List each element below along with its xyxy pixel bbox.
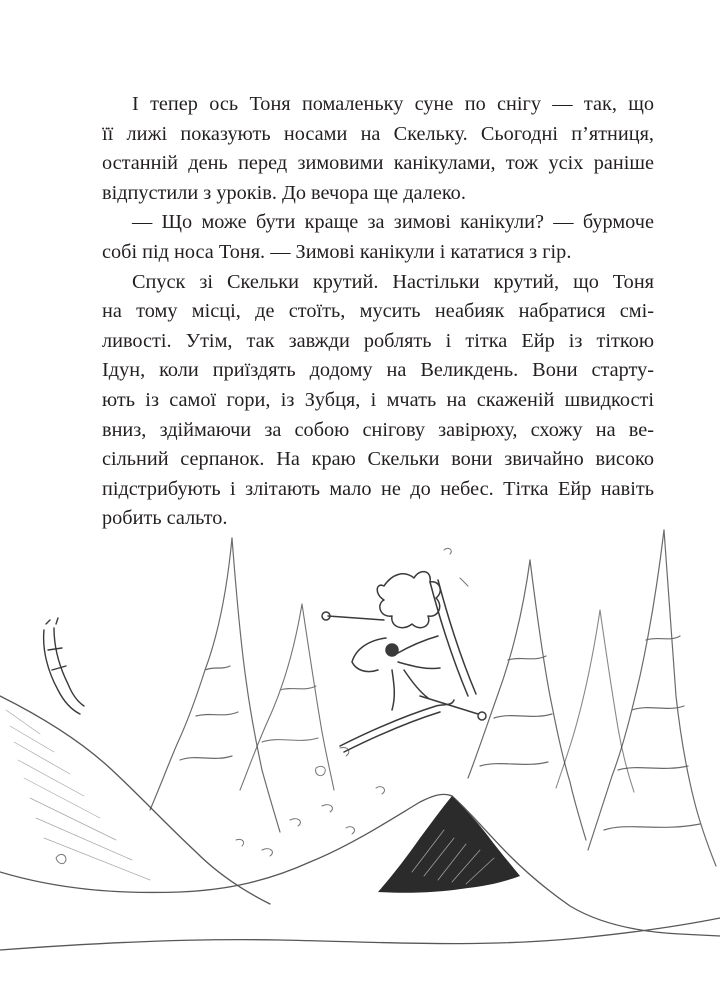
slope-shading bbox=[6, 710, 150, 880]
text-line: її лижі показують носами на Скельку. Сьогодні п’ятниця, bbox=[102, 122, 654, 145]
text-line: собі під носа Тоня. — Зимові канікули і кататися з гір. bbox=[102, 240, 572, 263]
snow-slope bbox=[0, 696, 720, 950]
text-line: ють із самої гори, із Зубця, і мчать на скаженій швидкості bbox=[102, 388, 654, 411]
snow-marks bbox=[56, 548, 468, 863]
text-line: робить сальто. bbox=[102, 507, 228, 530]
text-line: Спуск зі Скельки крутий. Настільки крутий, що Тоня bbox=[132, 270, 654, 293]
fir-tree bbox=[150, 538, 280, 832]
text-line: вниз, здіймаючи за собою снігову завірюху, схожу на ве- bbox=[102, 418, 654, 441]
text-line: І тепер ось Тоня помаленьку суне по снігу — так, що bbox=[132, 93, 654, 115]
paragraph-2 bbox=[102, 208, 654, 267]
paragraph-1 bbox=[102, 90, 654, 208]
fir-tree bbox=[588, 530, 716, 866]
text-line: останній день перед зимовими канікулами, тож усіх раніше bbox=[102, 152, 654, 175]
text-line: сільний серпанок. На краю Скельки вони звичайно високо bbox=[102, 448, 654, 471]
scarf bbox=[44, 618, 84, 714]
skier bbox=[322, 572, 486, 752]
ski-illustration bbox=[0, 520, 720, 1000]
text-line: на тому місці, де стоїть, мусить неабияк набратися смі- bbox=[102, 300, 654, 323]
snow-spray bbox=[236, 748, 384, 856]
fir-tree bbox=[240, 604, 334, 790]
fir-tree bbox=[556, 610, 634, 792]
story-text bbox=[102, 90, 654, 534]
paragraph-3 bbox=[102, 268, 654, 534]
fir-tree bbox=[468, 560, 586, 840]
text-line: — Що може бути краще за зимові канікули? — бурмоче bbox=[132, 211, 654, 234]
text-line: підстрибують і злітають мало не до небес. Тітка Ейр навіть bbox=[102, 477, 654, 500]
text-line: ливості. Утім, так завжди роблять і тітка Ейр із тіткою bbox=[102, 329, 654, 352]
text-line: відпустили з уроків. До вечора ще далеко. bbox=[102, 181, 466, 204]
text-line: Ідун, коли приїздять додому на Великдень. Вони старту- bbox=[102, 359, 654, 382]
